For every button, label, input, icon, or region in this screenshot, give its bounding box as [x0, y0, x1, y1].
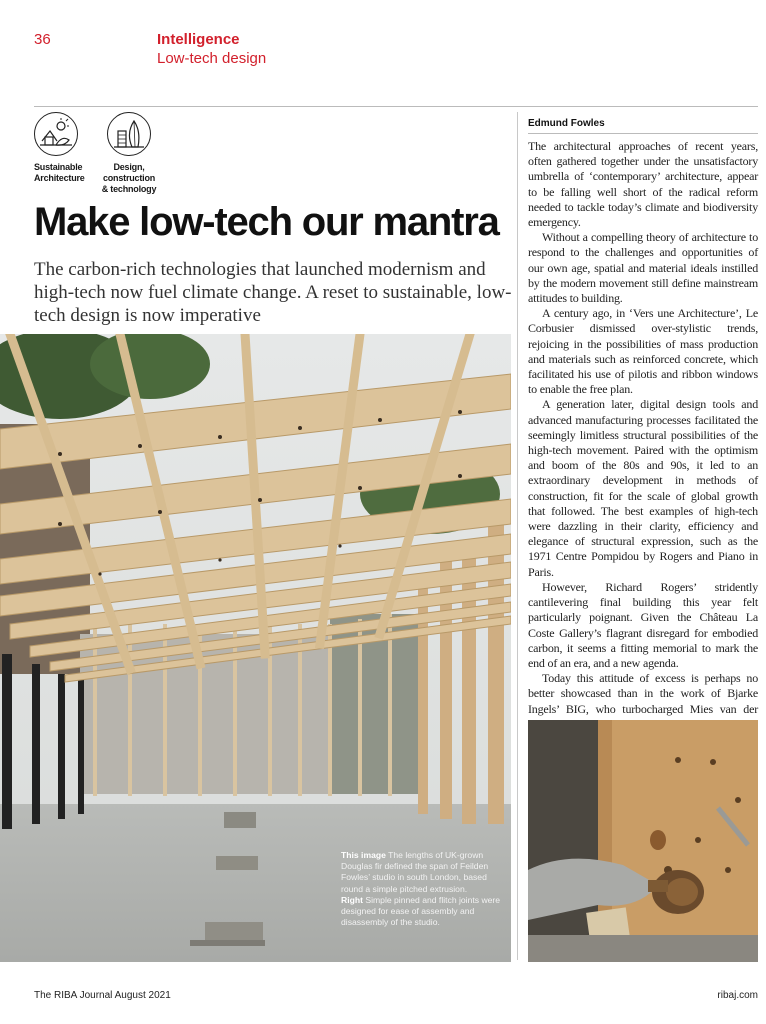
header-rule [34, 106, 758, 107]
column-divider [517, 112, 518, 960]
article-body [528, 139, 758, 732]
paragraph: However, Richard Rogers’ stridently cantilevering final building this year felt particularly poignant. Given the Château La Coste Gallery’s flagrant disregard for embodied carbon, it seems a fitting memorial to mark the end of an era, and a new agenda. [528, 579, 758, 670]
tag-label-line1: Sustainable [34, 162, 83, 172]
tag-design-construction-technology[interactable] [95, 112, 163, 195]
caption-text: The lengths of UK-grown Douglas fir defined the span of Feilden Fowles’ studio in south London, based round a simple pitched extrusion. [341, 850, 489, 894]
page-number: 36 [34, 31, 51, 48]
section-title: Intelligence [157, 31, 240, 48]
caption-lead: This image [341, 850, 386, 860]
tag-label-line2: & technology [101, 184, 157, 194]
paragraph: The architectural approaches of recent years, often gathered together under the unsatisfactory umbrella of ‘contemporary’ architecture, appear to be falling well short of the radical reform needed to tackle today’s climate and biodiversity emergency. [528, 139, 758, 230]
tag-label-line1: Design, construction [102, 162, 156, 183]
paragraph: Without a compelling theory of architecture to respond to the challenges and opportunities of our own age, spatial and material ideals instilled by the modern movement still define mainstream attitudes to building. [528, 230, 758, 306]
design-construction-technology-icon [107, 112, 151, 156]
paragraph: A century ago, in ‘Vers une Architecture’, Le Corbusier dismissed over-stylistic trends, rejoicing in the possibilities of mass production and materials such as reinforced concrete, which facilitated his use of pilotis and ribbon windows to enable the free plan. [528, 306, 758, 397]
byline-rule [528, 133, 758, 134]
paragraph: A generation later, digital design tools and advanced manufacturing processes facilitated the seemingly limitless structural possibilities of the high-tech movement. Paired with the optimism and boom of the 80s and 90s, it led to an extraordinary development in methods of construction, fit for the scale of global growth that followed. The best examples of high-tech were dazzling in their clarity, efficiency and elegance of structural expression, such as the 1971 Centre Pompidou by Rogers and Piano in Paris. [528, 397, 758, 579]
paragraph: Today this attitude of excess is perhaps no better showcased than in the work of Bjarke Ingels’ BIG, who turbocharged Mies van der [528, 671, 758, 716]
sustainable-architecture-icon [34, 112, 78, 156]
tag-label-line2: Architecture [34, 173, 85, 183]
right-photo-joint-assembly [528, 720, 758, 962]
photo-caption [341, 850, 501, 928]
headline: Make low-tech our mantra [34, 200, 499, 244]
subsection-title: Low-tech design [157, 50, 267, 67]
standfirst: The carbon-rich technologies that launched modernism and high-tech now fuel climate change. A reset to sustainable, low-tech design is now imperative [34, 259, 512, 326]
footer-url[interactable]: ribaj.com [717, 990, 758, 1001]
byline: Edmund Fowles [528, 118, 605, 129]
caption-lead: Right [341, 894, 363, 905]
footer-publication: The RIBA Journal August 2021 [34, 990, 171, 1001]
caption-text: Simple pinned and flitch joints were designed for ease of assembly and disassembly of the studio. [341, 894, 501, 928]
tag-sustainable-architecture[interactable] [34, 112, 85, 184]
